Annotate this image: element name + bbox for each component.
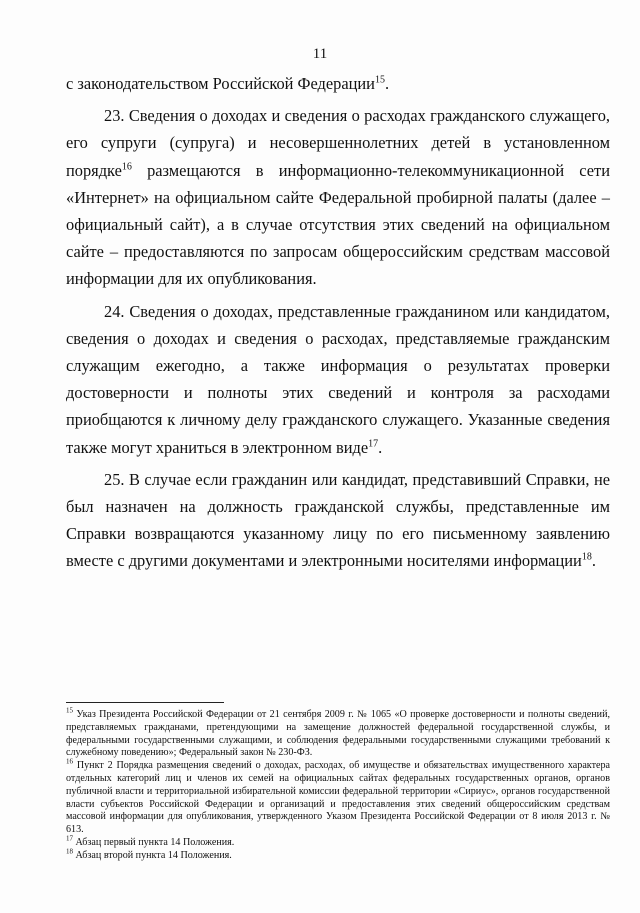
paragraph-text: 23. Сведения о доходах и сведения о расходах гражданского служащего, его супруги (супруга) и несовершеннолетних детей в установленном порядке <box>66 106 610 180</box>
document-body <box>66 70 610 575</box>
footnote-ref-18[interactable]: 18 <box>581 551 592 563</box>
page-number: 11 <box>312 46 328 62</box>
footnote-number: 17 <box>66 834 73 843</box>
paragraph-text: с законодательством Российской Федерации <box>66 74 375 93</box>
footnote-text: Указ Президента Российской Федерации от 21 сентября 2009 г. № 1065 «О проверке достоверности и полноты сведений, представляемых гражданами, претендующими на замещение должностей федеральной государственной службы, и федеральными государственными служащими, и соблюдения федеральными государственными служащими требований к служебному поведению»; Федеральный закон № 230-ФЗ. <box>66 709 610 759</box>
footnote-16 <box>66 757 610 837</box>
footnote-number: 15 <box>66 706 73 715</box>
footnote-17 <box>66 834 610 850</box>
paragraph-25 <box>66 466 610 575</box>
paragraph-text-after: . <box>378 437 383 457</box>
paragraph-24 <box>66 298 610 461</box>
paragraph-text-after: размещаются в информационно-телекоммуникационной сети «Интернет» на официальном сайте Федеральной пробирной палаты (далее – официальный сайт), а в случае отсутствия этих сведений на официальном сайте – предоставляются по запросам общероссийским средствам массовой информации для их опубликования. <box>66 160 610 289</box>
footnote-ref-15[interactable]: 15 <box>374 74 385 86</box>
footnote-ref-17[interactable]: 17 <box>368 438 379 450</box>
footnotes <box>66 706 610 863</box>
paragraph-continuation <box>66 70 610 97</box>
footnote-18 <box>66 847 610 863</box>
paragraph-text-after: . <box>591 551 596 571</box>
footnote-text: Абзац второй пункта 14 Положения. <box>73 849 232 861</box>
footnote-divider <box>66 702 224 703</box>
footnote-15 <box>66 706 610 760</box>
paragraph-text: 24. Сведения о доходах, представленные гражданином или кандидатом, сведения о доходах и сведения о расходах, представляемые гражданским служащим ежегодно, а также информация о результатах проверки достоверности и полноты этих сведений и контроля за расходами приобщаются к личному делу гражданского служащего. Указанные сведения также могут храниться в электронном виде <box>66 301 610 457</box>
footnote-number: 16 <box>66 757 73 766</box>
footnote-number: 18 <box>66 847 73 856</box>
paragraph-text: 25. В случае если гражданин или кандидат, представивший Справки, не был назначен на должность гражданской службы, представленные им Справки возвращаются указанному лицу по его письменному заявлению вместе с другими документами и электронными носителями информации <box>66 469 610 571</box>
footnote-text: Абзац первый пункта 14 Положения. <box>73 836 235 848</box>
paragraph-text-after: . <box>384 74 390 93</box>
paragraph-23 <box>66 102 610 292</box>
footnote-ref-16[interactable]: 16 <box>121 161 132 173</box>
footnote-text: Пункт 2 Порядка размещения сведений о доходах, расходах, об имуществе и обязательствах имущественного характера отдельных категорий лиц и членов их семей на официальных сайтах федеральных государственных органов, органов публичной власти и территориальной избирательной комиссии федеральной территории «Сириус», органов государственной власти субъектов Российской Федерации и организаций и предоставления этих сведений общероссийским средствам массовой информации для опубликования, утвержденного Указом Президента Российской Федерации от 8 июля 2013 г. № 613. <box>66 760 610 836</box>
